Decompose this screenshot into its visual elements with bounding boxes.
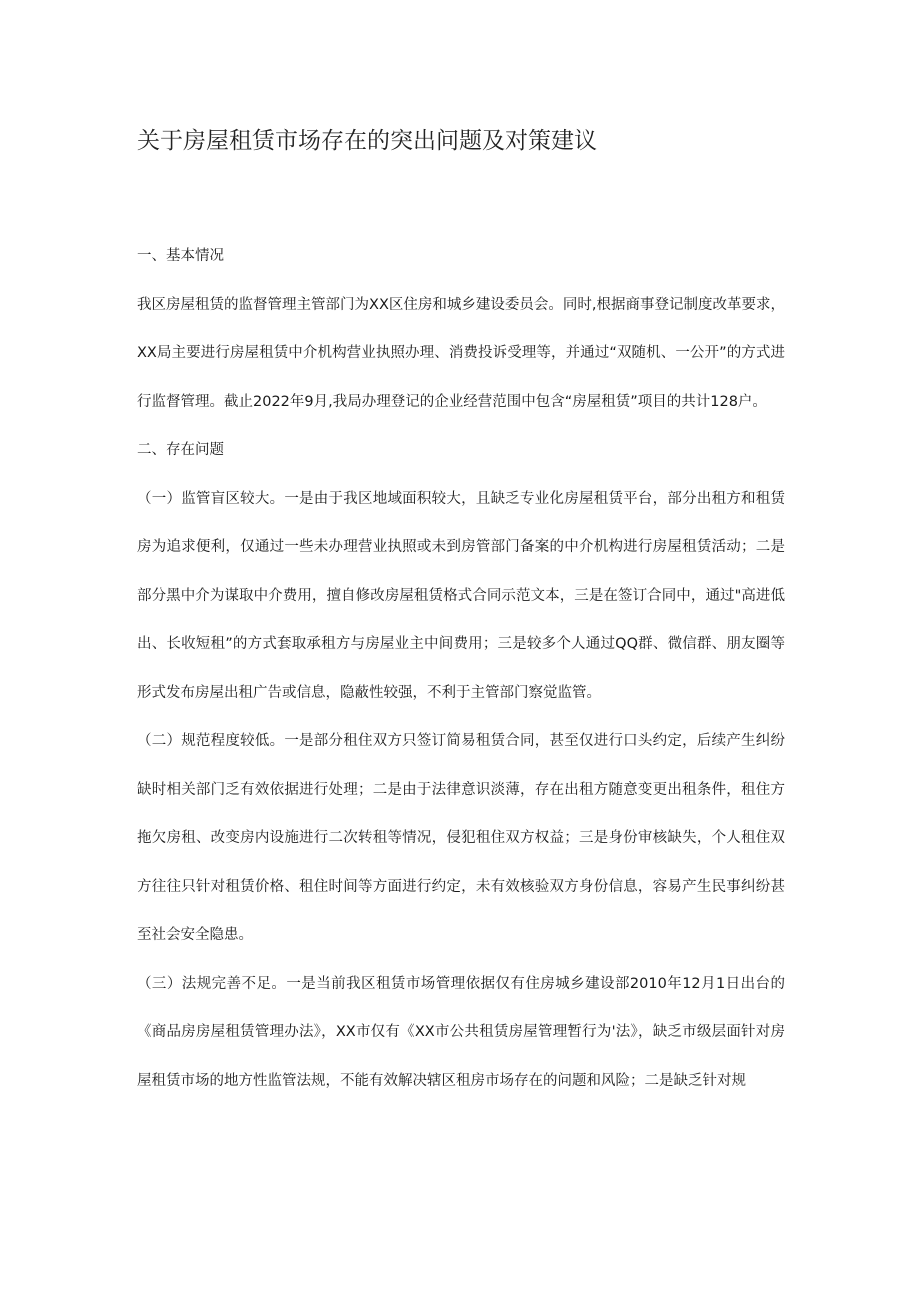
- document-body: [137, 232, 785, 1105]
- paragraph-low-standardization: （二）规范程度较低。一是部分租住双方只签订简易租赁合同，甚至仅进行口头约定，后续产生纠纷缺时相关部门乏有效依据进行处理；二是由于法律意识淡薄，存在出租方随意变更出租条件，租住方拖欠房租、改变房内设施进行二次转租等情况，侵犯租住双方权益；三是身份审核缺失，个人租住双方往往只针对租赁价格、租住时间等方面进行约定，未有效核验双方身份信息，容易产生民事纠纷甚至社会安全隐患。: [137, 733, 785, 943]
- paragraph-supervision-blind-spots: （一）监管盲区较大。一是由于我区地域面积较大，且缺乏专业化房屋租赁平台，部分出租方和租赁房为追求便利，仅通过一些未办理营业执照或未到房管部门备案的中介机构进行房屋租赁活动；二是部分黑中介为谋取中介费用，擅自修改房屋租赁格式合同示范文本，三是在签订合同中，通过"高进低出、长收短租”的方式套取承租方与房屋业主中间费用；三是较多个人通过QQ群、微信群、朋友圈等形式发布房屋出租广告或信息，隐蔽性较强，不利于主管部门察觉监管。: [137, 490, 785, 701]
- section-heading-problems: 二、存在问题: [137, 442, 224, 458]
- paragraph-insufficient-regulations: （三）法规完善不足。一是当前我区租赁市场管理依据仅有住房城乡建设部2010年12月1日出台的《商品房房屋租赁管理办法》，XX市仅有《XX市公共租赁房屋管理暂行为'法》，缺乏市级层面针对房屋租赁市场的地方性监管法规，不能有效解决辖区租房市场存在的问题和风险；二是缺乏针对规: [137, 975, 785, 1089]
- paragraph-basic-info: 我区房屋租赁的监督管理主管部门为XX区住房和城乡建设委员会。同时,根据商事登记制度改革要求，XX局主要进行房屋租赁中介机构营业执照办理、消费投诉受理等，并通过“双随机、一公开”的方式进行监督管理。截止2022年9月,我局办理登记的企业经营范围中包含“房屋租赁”项目的共计128户。: [137, 296, 785, 410]
- section-heading-basic-info: 一、基本情况: [137, 248, 224, 264]
- document-title: 关于房屋租赁市场存在的突出问题及对策建议: [137, 128, 597, 154]
